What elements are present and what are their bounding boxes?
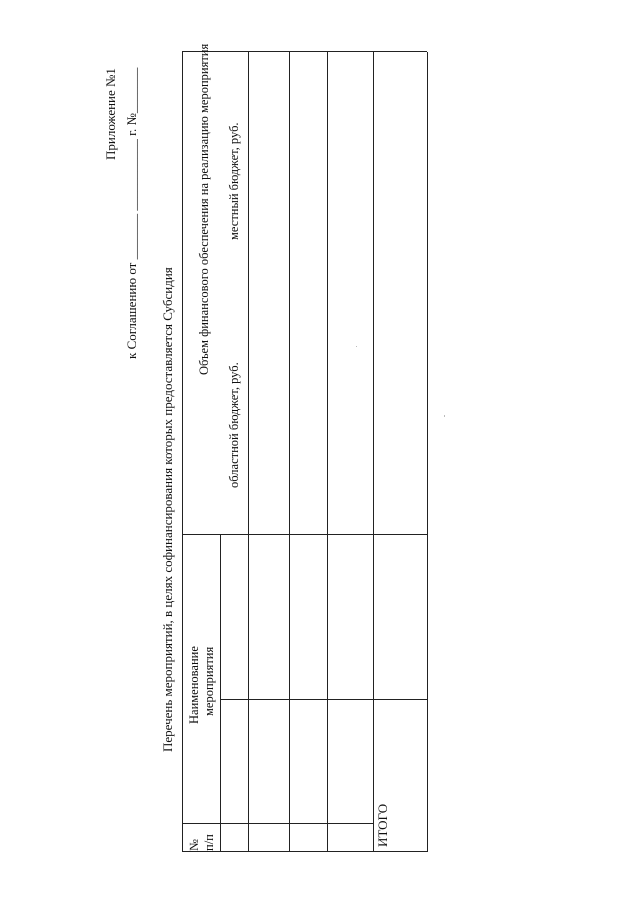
appendix-number: Приложение №1 xyxy=(103,68,118,160)
table-col-divider-budget xyxy=(220,699,427,700)
agreement-mid: г. № xyxy=(124,113,139,136)
table-row-line-2 xyxy=(327,52,328,852)
column-header-num: № п/п xyxy=(187,834,216,851)
agreement-prefix: к Соглашению от xyxy=(124,262,139,359)
total-label: ИТОГО xyxy=(375,803,390,847)
table-col-divider-num xyxy=(182,823,373,824)
table-divider-volume xyxy=(220,535,221,852)
column-header-local: местный бюджет, руб. xyxy=(227,122,241,240)
agreement-number-blank: _______ xyxy=(124,67,139,114)
column-header-name: Наименование мероприятия xyxy=(187,646,216,724)
agreement-date-blank-1: _______ xyxy=(124,213,139,260)
table-row-line-3 xyxy=(373,52,374,852)
agreement-ref xyxy=(125,68,138,359)
scan-speck xyxy=(444,415,445,417)
table-row-line-1 xyxy=(289,52,290,852)
table-border-left xyxy=(182,51,427,52)
column-header-regional: областной бюджет, руб. xyxy=(227,362,241,488)
agreement-date-blank-2: ___________ xyxy=(124,139,139,211)
table-col-divider-name xyxy=(182,534,427,535)
scan-speck xyxy=(356,346,357,347)
table-border-right xyxy=(182,851,427,852)
table-header-bottom xyxy=(248,52,249,852)
table-border-top xyxy=(182,52,183,852)
document-title: Перечень мероприятий, в целях софинансирования которых предоставляется Субсидия xyxy=(160,267,175,752)
column-header-volume: Объем финансового обеспечения на реализацию мероприятия xyxy=(197,43,211,375)
table-border-bottom xyxy=(427,52,428,852)
